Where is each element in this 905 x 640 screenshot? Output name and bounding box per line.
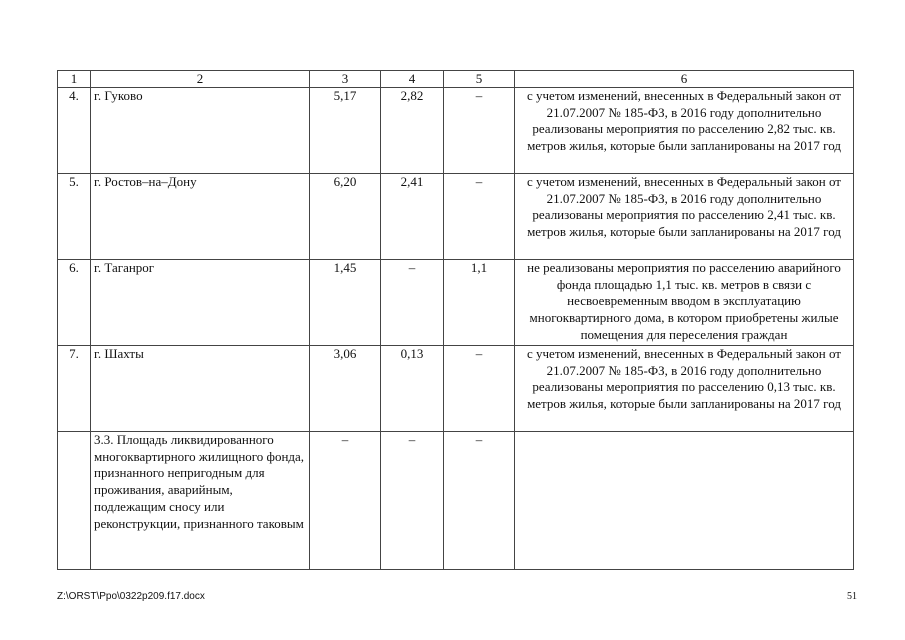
row-number: 4. [58, 88, 91, 174]
row-col4: 2,41 [381, 174, 444, 260]
row-city: г. Таганрог [91, 260, 310, 346]
row-description: с учетом изменений, внесенных в Федеральный закон от 21.07.2007 № 185-ФЗ, в 2016 году дополнительно реализованы мероприятия по расселению 2,41 тыс. кв. метров жилья, которые были запланированы на 2017 год [515, 174, 854, 260]
row-col3: 1,45 [310, 260, 381, 346]
footer-file-path: Z:\ORST\Ppo\0322p209.f17.docx [57, 591, 205, 602]
row-col4: – [381, 432, 444, 570]
header-cell-5: 5 [444, 71, 515, 88]
row-description: с учетом изменений, внесенных в Федеральный закон от 21.07.2007 № 185-ФЗ, в 2016 году дополнительно реализованы мероприятия по расселению 2,82 тыс. кв. метров жилья, которые были запланированы на 2017 год [515, 88, 854, 174]
row-col4: 2,82 [381, 88, 444, 174]
row-col4: – [381, 260, 444, 346]
row-col5: 1,1 [444, 260, 515, 346]
row-col5: – [444, 174, 515, 260]
header-cell-4: 4 [381, 71, 444, 88]
row-city: г. Шахты [91, 346, 310, 432]
table-header-row [58, 71, 854, 88]
row-number: 5. [58, 174, 91, 260]
row-number: 7. [58, 346, 91, 432]
row-section-title: 3.3. Площадь ликвидированного многоквартирного жилищного фонда, признанного непригодным для проживания, аварийным, подлежащим сносу или реконструкции, признанного таковым [91, 432, 310, 570]
row-col4: 0,13 [381, 346, 444, 432]
row-col3: 3,06 [310, 346, 381, 432]
row-col5: – [444, 432, 515, 570]
table-row [58, 346, 854, 432]
row-col5: – [444, 88, 515, 174]
row-number [58, 432, 91, 570]
row-col5: – [444, 346, 515, 432]
row-number: 6. [58, 260, 91, 346]
table-row [58, 432, 854, 570]
row-city: г. Гуково [91, 88, 310, 174]
data-table [57, 70, 854, 570]
header-cell-2: 2 [91, 71, 310, 88]
header-cell-1: 1 [58, 71, 91, 88]
table-row [58, 88, 854, 174]
table-row [58, 174, 854, 260]
row-col3: 5,17 [310, 88, 381, 174]
header-cell-6: 6 [515, 71, 854, 88]
header-cell-3: 3 [310, 71, 381, 88]
footer-page-number: 51 [847, 591, 857, 602]
row-col3: – [310, 432, 381, 570]
row-description [515, 432, 854, 570]
row-description: с учетом изменений, внесенных в Федеральный закон от 21.07.2007 № 185-ФЗ, в 2016 году дополнительно реализованы мероприятия по расселению 0,13 тыс. кв. метров жилья, которые были запланированы на 2017 год [515, 346, 854, 432]
row-description: не реализованы мероприятия по расселению аварийного фонда площадью 1,1 тыс. кв. метров в связи с несвоевременным вводом в эксплуатацию многоквартирного дома, в котором приобретены жилые помещения для переселения граждан [515, 260, 854, 346]
table-row [58, 260, 854, 346]
row-col3: 6,20 [310, 174, 381, 260]
row-city: г. Ростов–на–Дону [91, 174, 310, 260]
